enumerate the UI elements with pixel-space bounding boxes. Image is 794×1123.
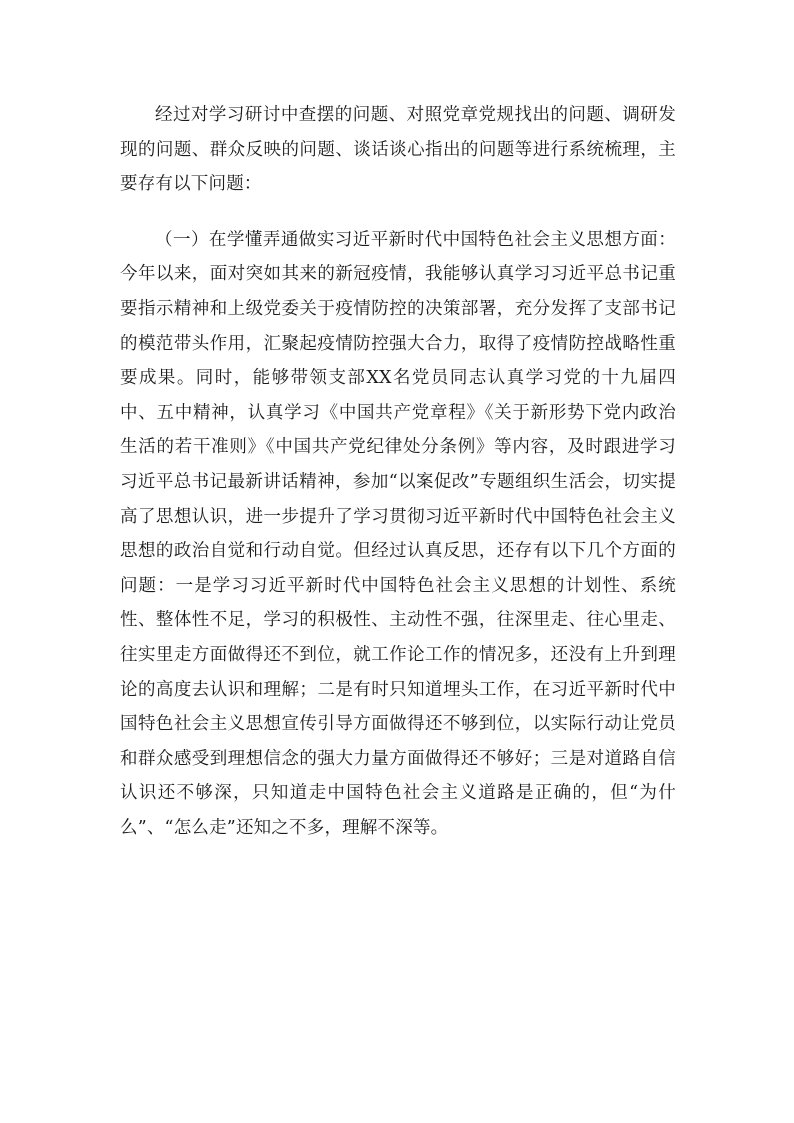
document-body <box>120 98 676 845</box>
paragraph-section-one: （一）在学懂弄通做实习近平新时代中国特色社会主义思想方面：今年以来，面对突如其来的新冠疫情，我能够认真学习习近平总书记重要指示精神和上级党委关于疫情防控的决策部署，充分发挥了支部书记的模范带头作用，汇聚起疫情防控强大合力，取得了疫情防控战略性重要成果。同时，能够带领支部XX名党员同志认真学习党的十九届四中、五中精神，认真学习《中国共产党章程》《关于新形势下党内政治生活的若干准则》《中国共产党纪律处分条例》等内容，及时跟进学习习近平总书记最新讲话精神，参加“以案促改”专题组织生活会，切实提高了思想认识，进一步提升了学习贯彻习近平新时代中国特色社会主义思想的政治自觉和行动自觉。但经过认真反思，还存有以下几个方面的问题：一是学习习近平新时代中国特色社会主义思想的计划性、系统性、整体性不足，学习的积极性、主动性不强，往深里走、往心里走、往实里走方面做得还不到位，就工作论工作的情况多，还没有上升到理论的高度去认识和理解；二是有时只知道埋头工作，在习近平新时代中国特色社会主义思想宣传引导方面做得还不够到位，以实际行动让党员和群众感受到理想信念的强大力量方面做得还不够好；三是对道路自信认识还不够深，只知道走中国特色社会主义道路是正确的，但“为什么”、“怎么走”还知之不多，理解不深等。 <box>120 229 676 838</box>
paragraph-intro: 经过对学习研讨中查摆的问题、对照党章党规找出的问题、调研发现的问题、群众反映的问题、谈话谈心指出的问题等进行系统梳理，主要存有以下问题： <box>120 105 676 195</box>
